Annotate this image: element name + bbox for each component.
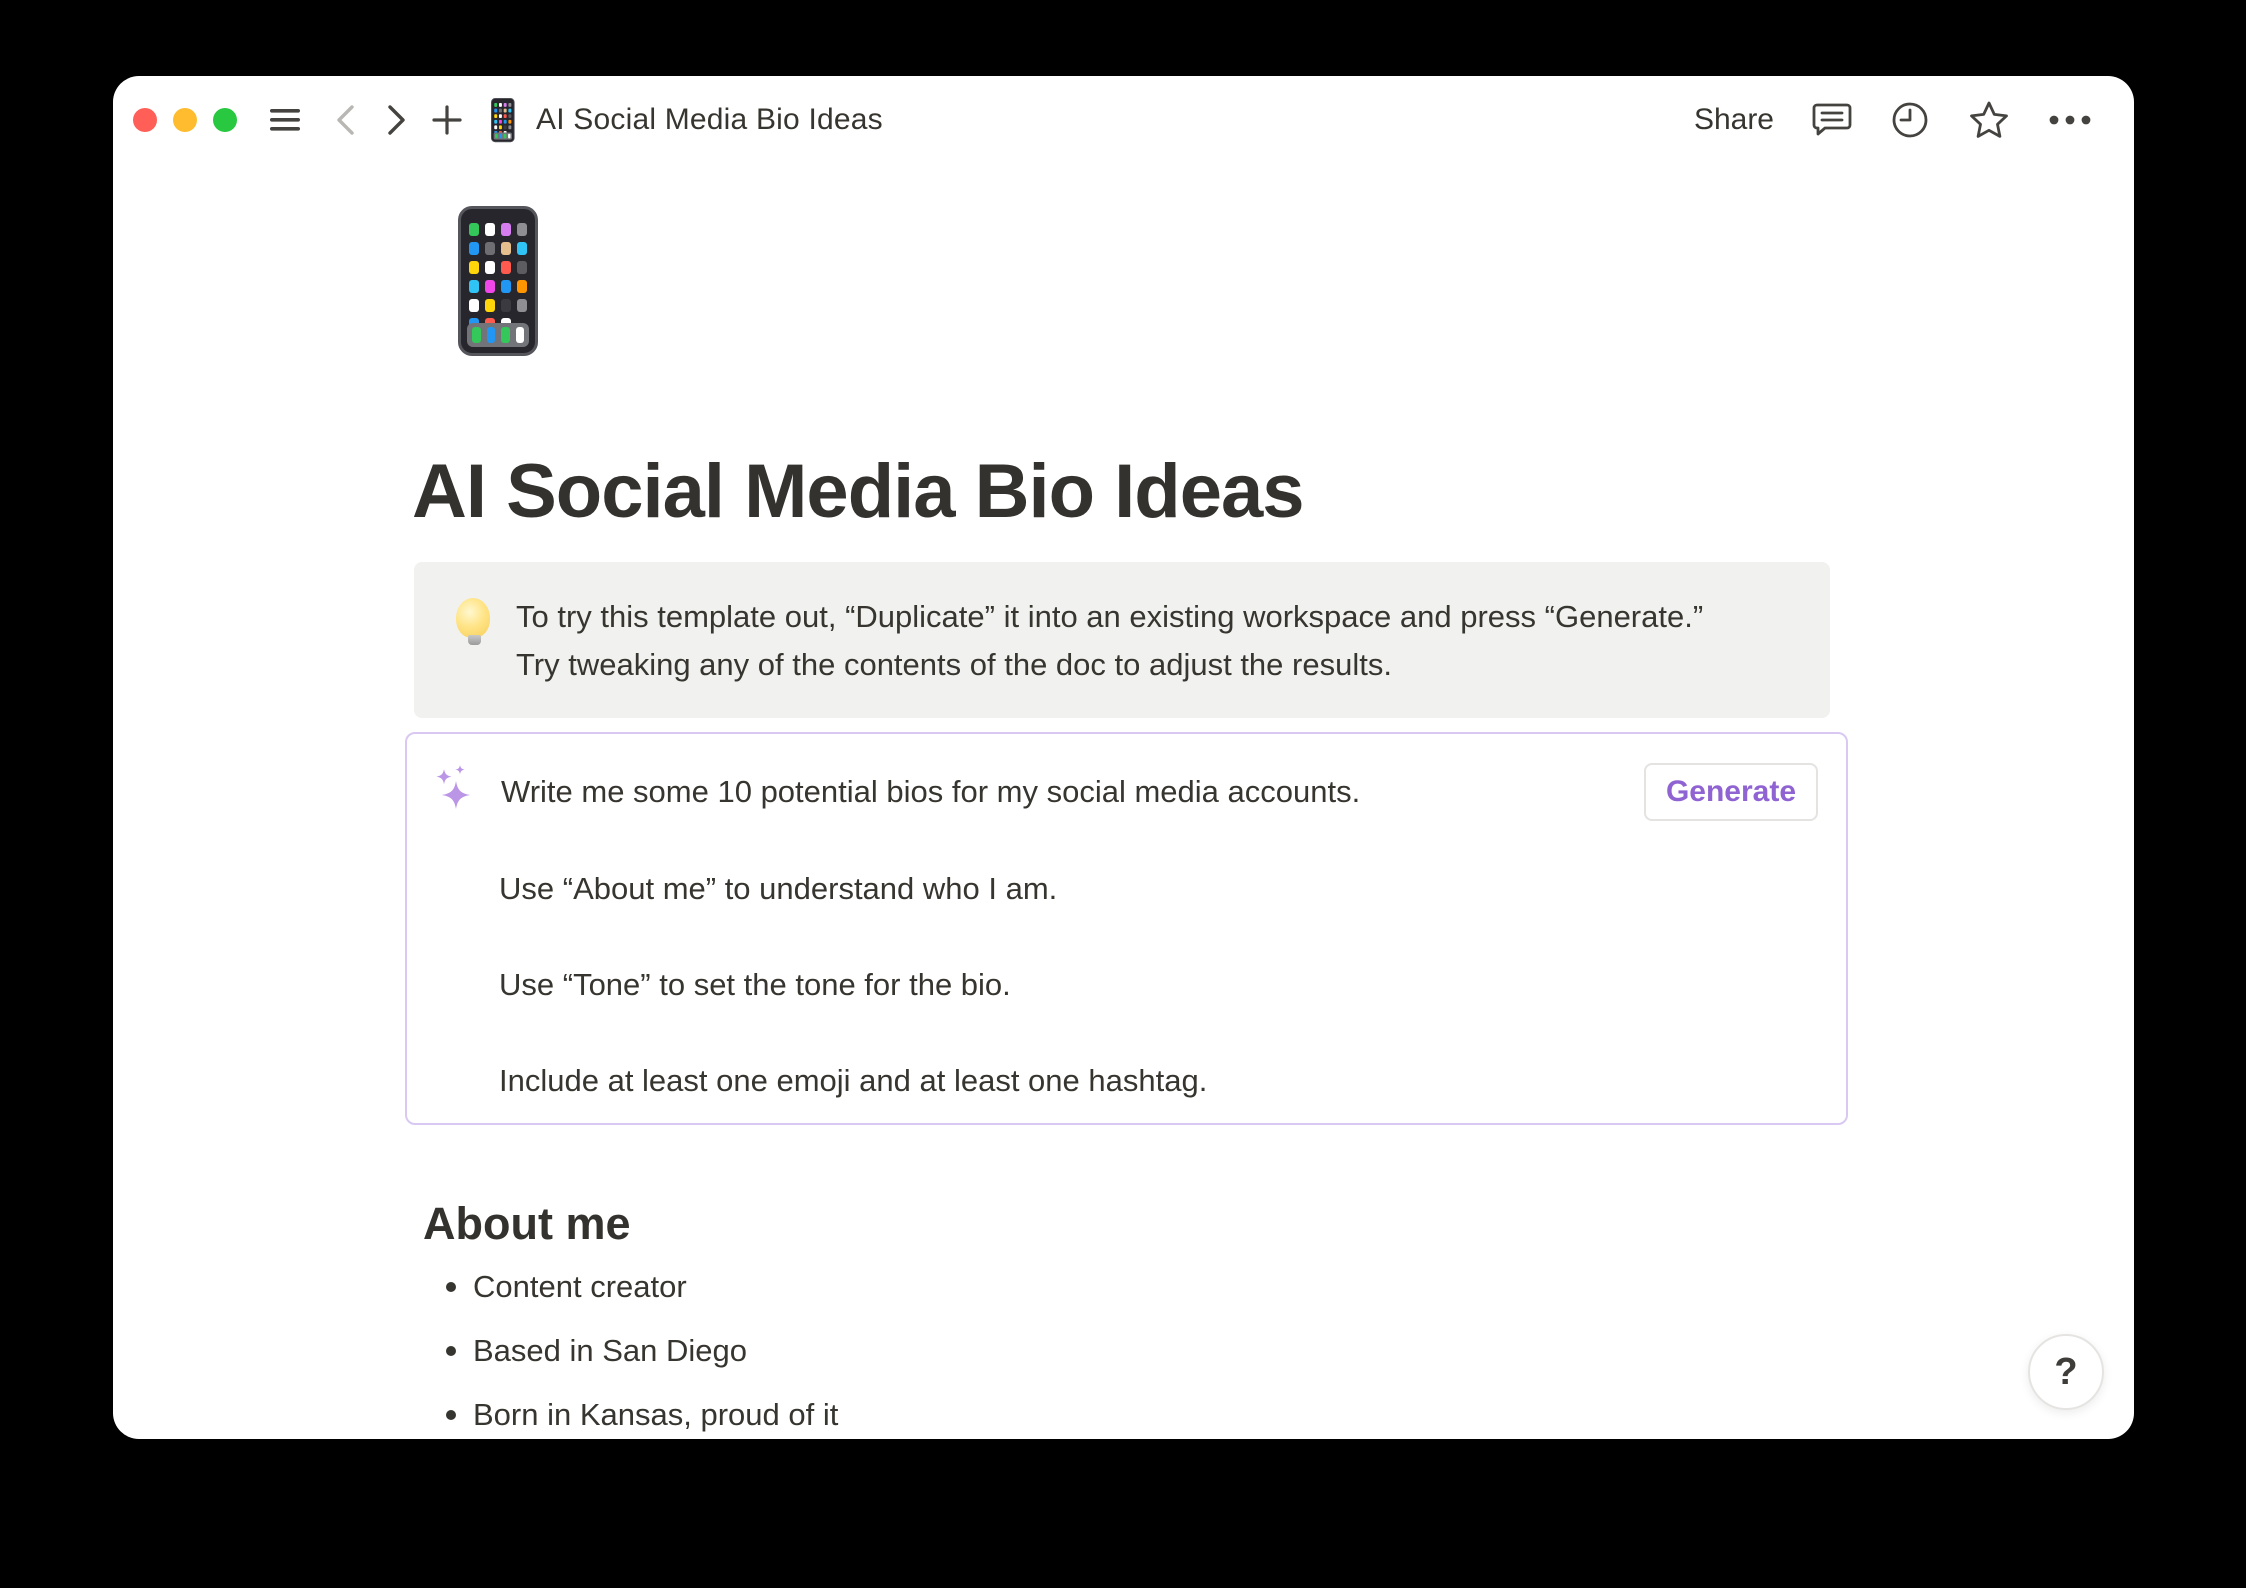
callout-text (516, 590, 1703, 689)
callout-line-1: To try this template out, “Duplicate” it into an existing workspace and press “Generate.” (516, 599, 1704, 634)
ai-instruction-3[interactable]: Include at least one emoji and at least one hashtag. (499, 1063, 1208, 1098)
back-icon[interactable] (333, 103, 359, 137)
more-options-icon[interactable] (2048, 114, 2092, 126)
new-page-icon[interactable] (431, 104, 463, 136)
ai-prompt-text[interactable]: Write me some 10 potential bios for my social media accounts. (501, 774, 1361, 809)
light-bulb-icon (456, 598, 492, 645)
share-button[interactable]: Share (1693, 103, 1774, 136)
about-me-heading[interactable]: About me (423, 1198, 631, 1249)
help-button[interactable]: ? (2028, 1334, 2104, 1410)
page-emoji-icon-small (491, 98, 516, 143)
ai-instruction-2[interactable]: Use “Tone” to set the tone for the bio. (499, 967, 1011, 1002)
ai-instruction-1[interactable]: Use “About me” to understand who I am. (499, 871, 1058, 906)
list-item[interactable]: Born in Kansas, proud of it (473, 1392, 838, 1438)
callout-line-2: Try tweaking any of the contents of the doc to adjust the results. (516, 647, 1392, 682)
forward-icon[interactable] (383, 103, 409, 137)
sidebar-menu-icon[interactable] (269, 107, 301, 133)
notion-window (113, 76, 2134, 1439)
traffic-lights (133, 108, 237, 132)
comments-icon[interactable] (1812, 101, 1852, 139)
page-emoji-icon-large[interactable] (458, 206, 538, 356)
list-item[interactable]: Content creator (473, 1264, 838, 1310)
about-me-list (473, 1264, 838, 1439)
titlebar-actions (1694, 100, 2134, 140)
tab-page-title[interactable]: AI Social Media Bio Ideas (536, 103, 883, 136)
history-clock-icon[interactable] (1890, 100, 1930, 140)
close-window-button[interactable] (133, 108, 157, 132)
minimize-window-button[interactable] (173, 108, 197, 132)
list-item[interactable]: Based in San Diego (473, 1328, 838, 1374)
tip-callout[interactable] (414, 562, 1830, 718)
ai-prompt-block[interactable] (405, 732, 1848, 1125)
page-title[interactable]: AI Social Media Bio Ideas (412, 449, 1304, 534)
ai-prompt-row (433, 760, 1818, 824)
generate-button[interactable]: Generate (1644, 763, 1818, 821)
favorite-star-icon[interactable] (1968, 100, 2010, 140)
titlebar (113, 76, 2134, 164)
ai-sparkle-icon (433, 765, 479, 819)
zoom-window-button[interactable] (213, 108, 237, 132)
